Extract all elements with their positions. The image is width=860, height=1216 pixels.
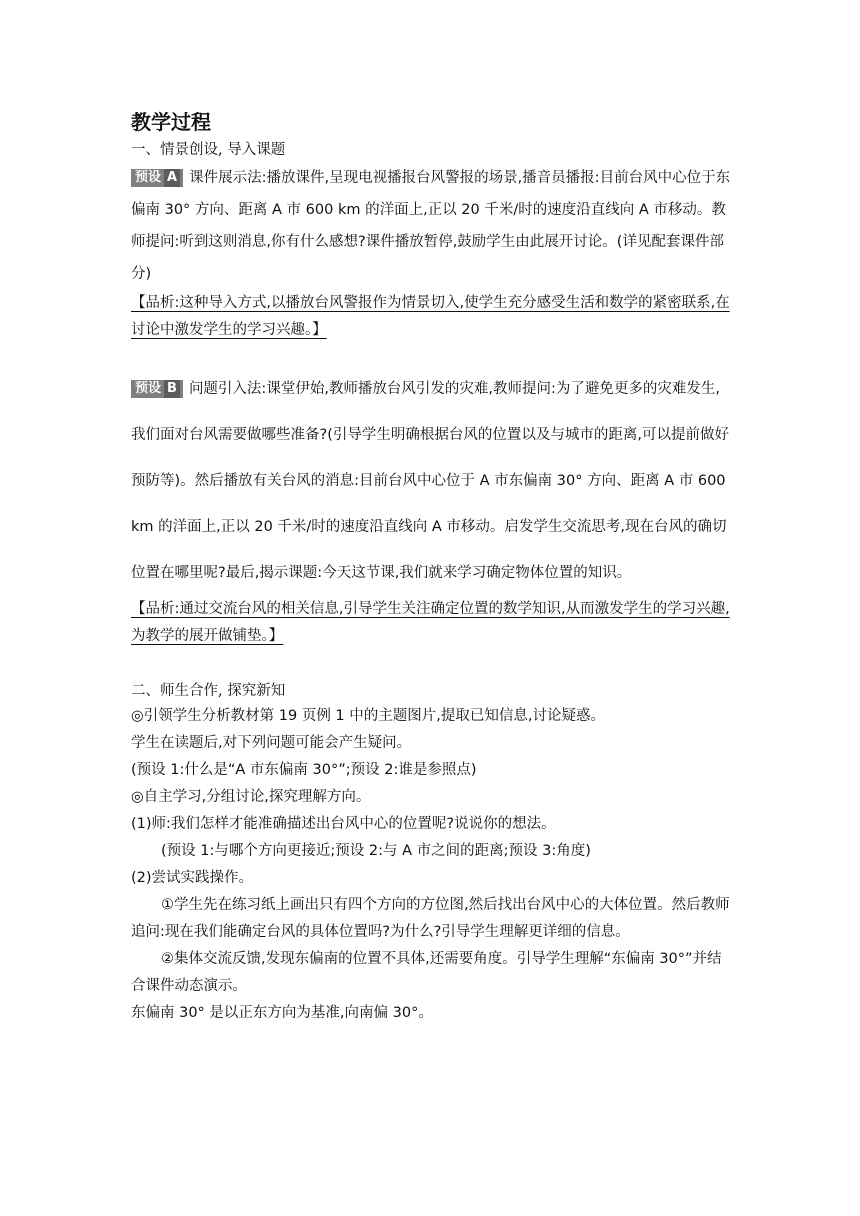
preset-b-badge: [131, 380, 183, 398]
document-body: [131, 108, 731, 1027]
preset-b-analysis: [131, 596, 731, 650]
section-heading-2: 二、师生合作, 探究新知: [131, 683, 286, 699]
preset-a-analysis-text: 【品析:这种导入方式,以播放台风警报作为情景切入,使学生充分感受生活和数学的紧密联系,在讨论中激发学生的学习兴趣。】: [131, 295, 730, 338]
preset-b-badge-word: 预设: [135, 381, 162, 396]
preset-a-text: 课件展示法:播放课件,呈现电视播报台风警报的场景,播音员播报:目前台风中心位于东偏南 30° 方向、距离 A 市 600 km 的洋面上,正以 20 千米/时的速度沿直线向 A 市移动。教师提问:听到这则消息,你有什么感想?课件播放暂停,鼓励学生由此展开讨论。(详见配套课件部分): [131, 170, 731, 282]
section2-line: ◎引领学生分析教材第 19 页例 1 中的主题图片,提取已知信息,讨论疑惑。: [131, 708, 605, 724]
preset-b-badge-letter: B: [164, 380, 180, 398]
section2-line: (预设 1:什么是“A 市东偏南 30°”;预设 2:谁是参照点): [131, 762, 477, 778]
section2-step: (2)尝试实践操作。: [131, 870, 254, 886]
section2-line: 学生在读题后,对下列问题可能会产生疑问。: [131, 735, 412, 751]
preset-a-badge: [131, 169, 183, 187]
spacer: [131, 650, 731, 677]
spacer: [131, 344, 731, 366]
preset-b-text: 问题引入法:课堂伊始,教师播放台风引发的灾难,教师提问:为了避免更多的灾难发生,我们面对台风需要做哪些准备?(引导学生明确根据台风的位置以及与城市的距离,可以提前做好预防等)。然后播放有关台风的消息:目前台风中心位于 A 市东偏南 30° 方向、距离 A 市 600 km 的洋面上,正以 20 千米/时的速度沿直线向 A 市移动。启发学生交流思考,现在台风的确切位置在哪里呢?最后,揭示课题:今天这节课,我们就来学习确定物体位置的知识。: [131, 381, 729, 581]
preset-a-paragraph: [131, 162, 731, 290]
preset-b-paragraph: [131, 366, 731, 596]
section2-indented-paragraph: ①学生先在练习纸上画出只有四个方向的方位图,然后找出台风中心的大体位置。然后教师追问:现在我们能确定台风的具体位置吗?为什么?引导学生理解更详细的信息。: [131, 897, 730, 940]
preset-a-badge-word: 预设: [135, 170, 162, 185]
section2-indented-paragraph: ②集体交流反馈,发现东偏南的位置不具体,还需要角度。引导学生理解“东偏南 30°”并结合课件动态演示。: [131, 951, 722, 994]
page-title: 教学过程: [131, 110, 211, 134]
preset-b-analysis-text: 【品析:通过交流台风的相关信息,引导学生关注确定位置的数学知识,从而激发学生的学习兴趣,为教学的展开做铺垫。】: [131, 601, 730, 644]
preset-a-badge-letter: A: [164, 169, 180, 187]
section2-line: (1)师:我们怎样才能准确描述出台风中心的位置呢?说说你的想法。: [131, 816, 556, 832]
preset-a-analysis: [131, 290, 731, 344]
section2-indented-line: (预设 1:与哪个方向更接近;预设 2:与 A 市之间的距离;预设 3:角度): [161, 843, 591, 859]
section2-last-line: 东偏南 30° 是以正东方向为基准,向南偏 30°。: [131, 1005, 433, 1021]
section2-line: ◎自主学习,分组讨论,探究理解方向。: [131, 789, 371, 805]
section-heading-1: 一、情景创设, 导入课题: [131, 142, 286, 158]
